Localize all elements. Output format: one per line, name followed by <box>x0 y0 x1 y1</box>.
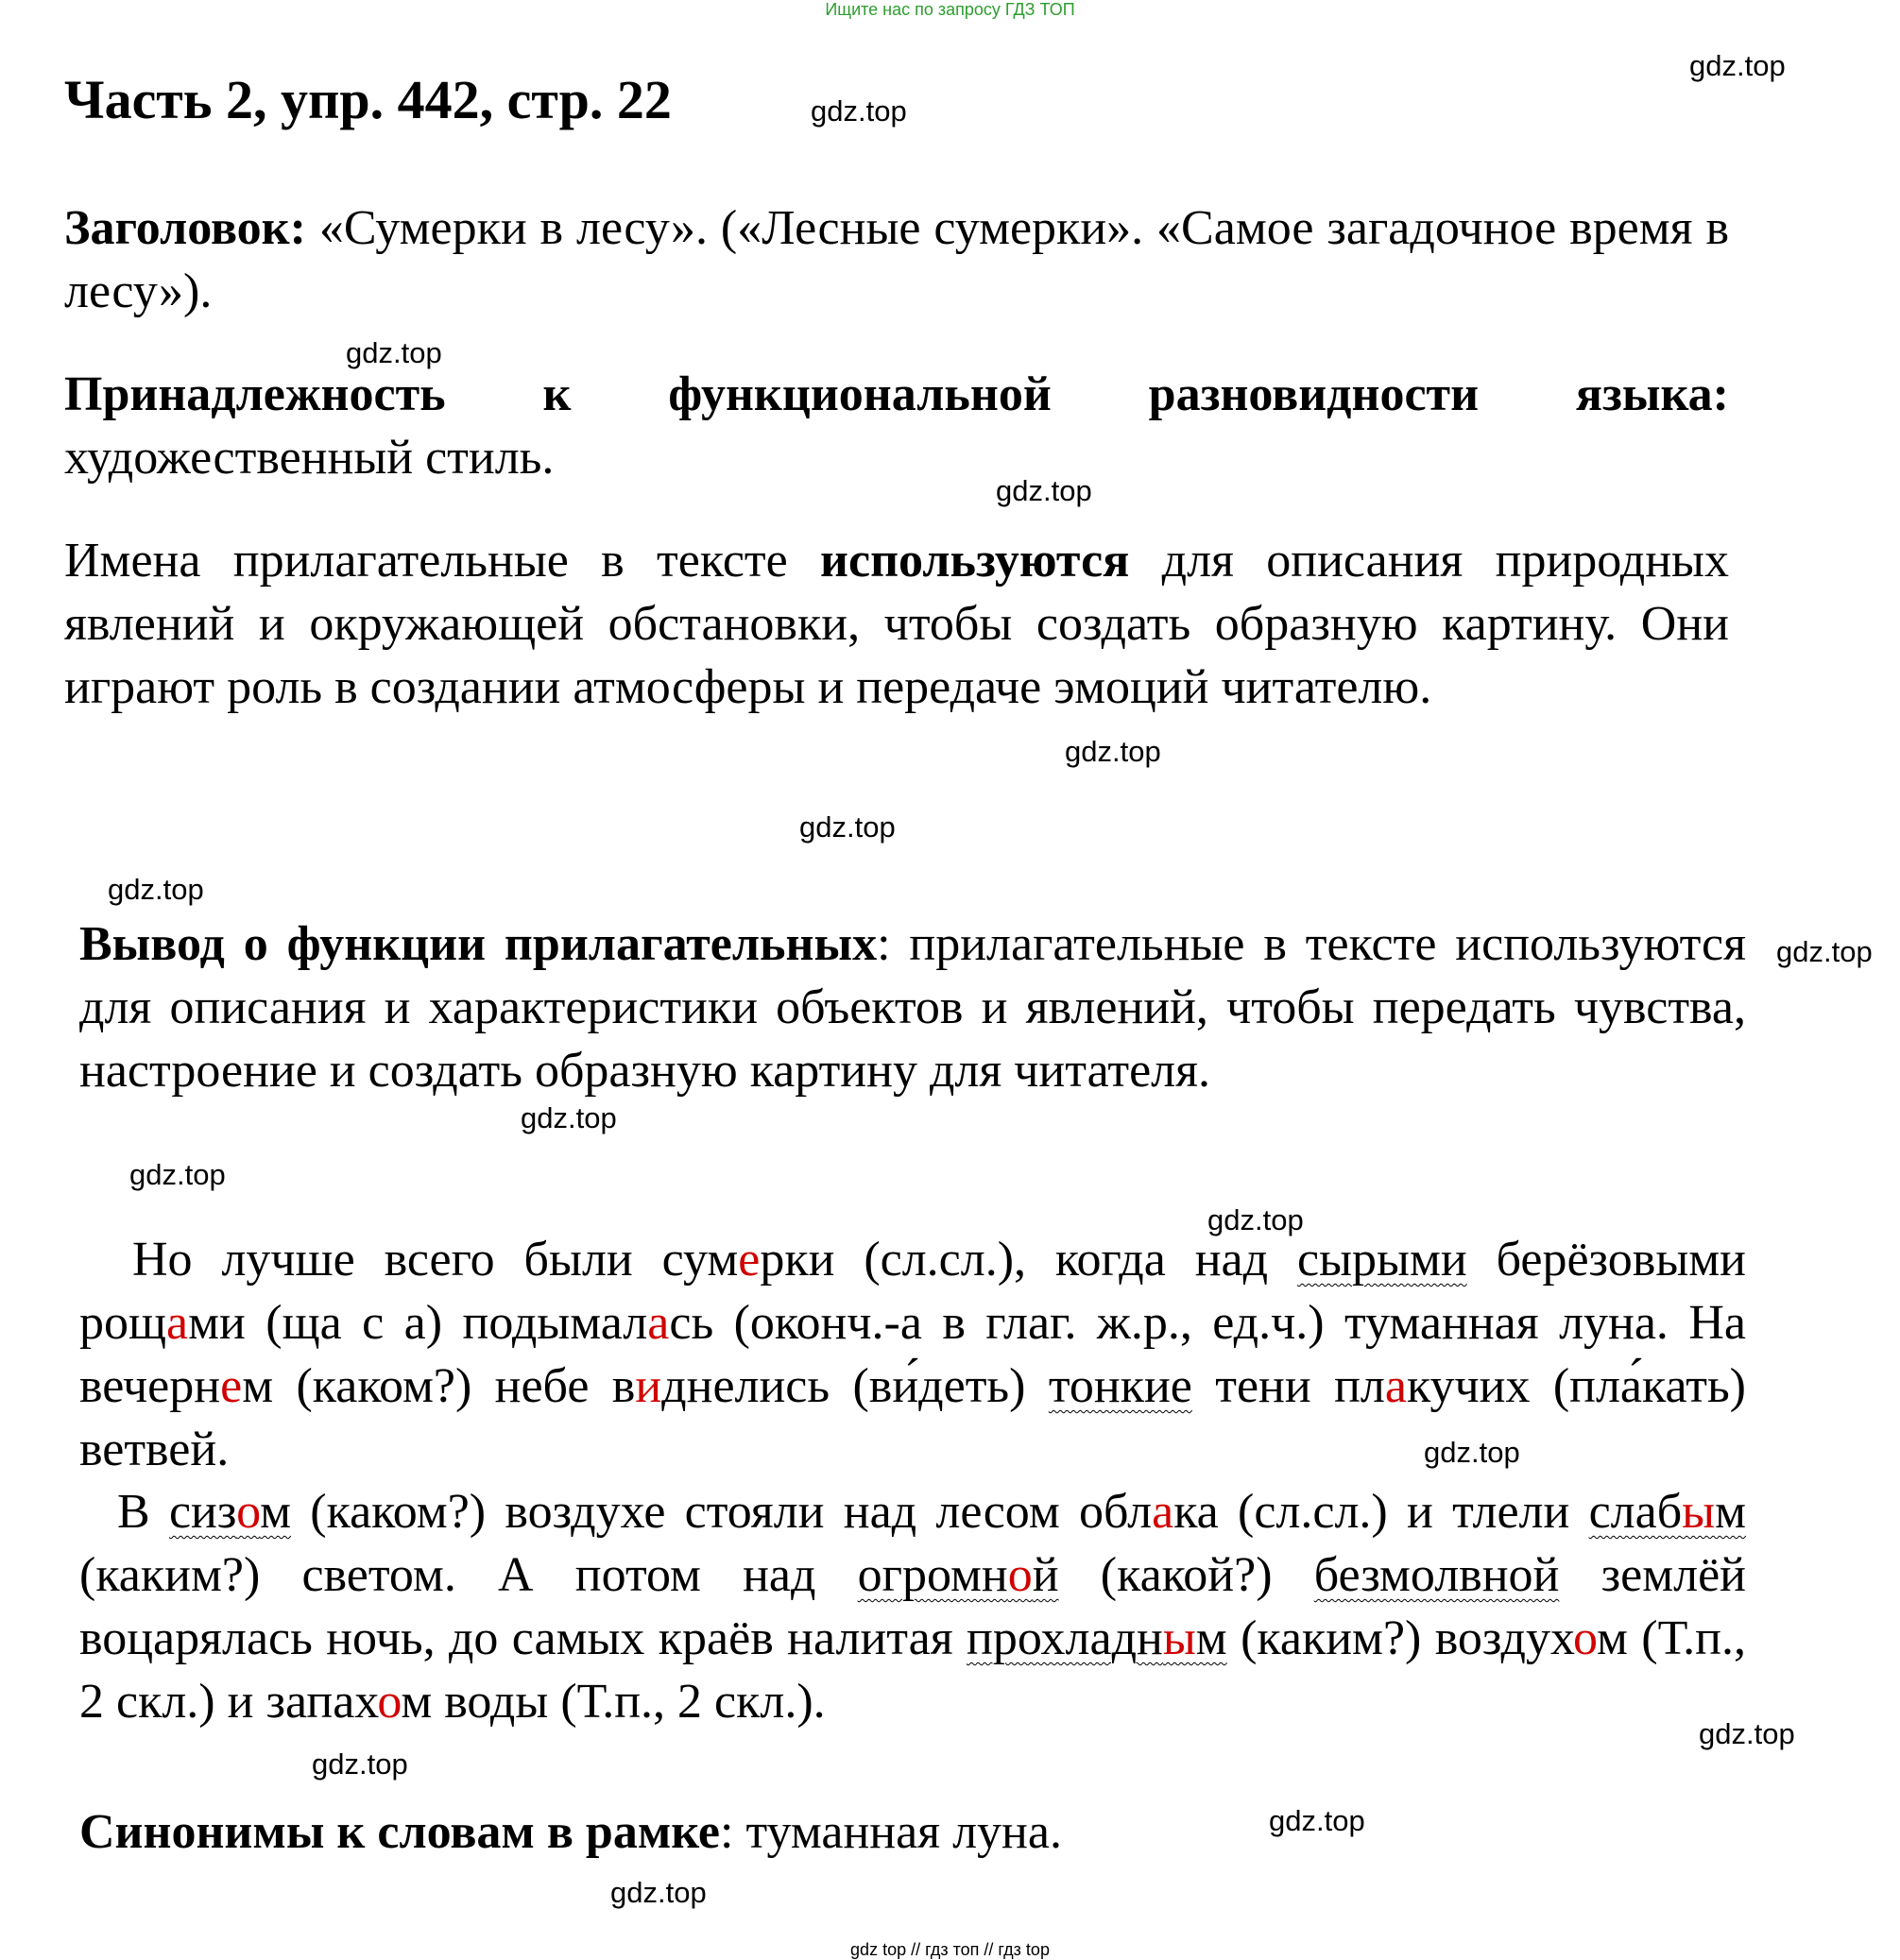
adjectives-text-2: для описания природных явлений и окружающей обстановки, чтобы создать образную картину. Они играют роль в создании атмосферы и передаче эмоций читателю. <box>64 534 1729 714</box>
text-run: м <box>1715 1485 1746 1539</box>
text-run: рки (сл.сл.), когда над <box>760 1233 1297 1287</box>
watermark: gdz.top <box>1776 935 1873 968</box>
text-run: В <box>117 1485 169 1539</box>
text-run: м воды (Т.п., 2 скл.). <box>401 1675 826 1729</box>
text-run: берёзовыми рощ <box>79 1233 1746 1350</box>
synonyms-label: Синонимы к словам в рамке <box>79 1805 721 1859</box>
underlined-adjective <box>967 1611 1227 1665</box>
watermark: gdz.top <box>312 1747 408 1781</box>
style-paragraph <box>64 363 1729 489</box>
analysis-paragraph-2 <box>79 1480 1746 1733</box>
highlighted-letter: а <box>166 1296 189 1350</box>
watermark: gdz.top <box>799 810 896 844</box>
text-run: Но лучше всего были сум <box>132 1233 739 1287</box>
text-run: й <box>1032 1548 1059 1602</box>
conclusion-text: : прилагательные в тексте используются для описания и характеристики объектов и явлений, чтобы передать чувства, настроение и создать образную картину для читателя. <box>79 917 1746 1098</box>
text-run: м <box>260 1485 292 1539</box>
watermark: gdz.top <box>811 94 907 128</box>
highlighted-letter: а <box>1152 1485 1174 1539</box>
watermark: gdz.top <box>108 873 204 906</box>
style-label: Принадлежность к функциональной разновидности языка: <box>64 367 1729 421</box>
watermark: gdz.top <box>1065 735 1161 768</box>
highlighted-letter: о <box>236 1485 261 1539</box>
highlighted-letter: е <box>220 1359 243 1413</box>
top-banner: Ищите нас по запросу ГДЗ ТОП <box>825 0 1075 19</box>
underlined-adjective: сырыми <box>1297 1233 1467 1287</box>
text-run: днелись (ви́деть) <box>661 1359 1049 1413</box>
text-run: (каком?) воздухе стояли над лесом обл <box>291 1485 1153 1539</box>
adjectives-bold: используются <box>820 534 1130 588</box>
text-run: ка (сл.сл.) и тлели <box>1173 1485 1589 1539</box>
highlighted-letter: а <box>1384 1359 1407 1413</box>
highlighted-letter: о <box>1007 1548 1033 1602</box>
text-run: (какой?) <box>1058 1548 1314 1602</box>
underlined-adjective: тонкие <box>1048 1359 1192 1413</box>
highlighted-letter: ы <box>1162 1611 1196 1665</box>
text-run: м <box>1195 1611 1227 1665</box>
watermark: gdz.top <box>129 1158 226 1191</box>
text-run: сиз <box>168 1485 237 1539</box>
style-text: художественный стиль. <box>64 431 555 485</box>
text-run: огромн <box>857 1548 1008 1602</box>
text-run: землёй воцарялась ночь, до самых краёв налитая <box>79 1548 1746 1665</box>
highlighted-letter: е <box>738 1233 761 1287</box>
text-run: ми (ща с а) подымал <box>188 1296 648 1350</box>
watermark: gdz.top <box>1269 1804 1365 1837</box>
highlighted-letter: ы <box>1682 1485 1716 1539</box>
watermark: gdz.top <box>996 474 1092 507</box>
text-run: прохладн <box>967 1611 1163 1665</box>
underlined-adjective <box>858 1548 1059 1602</box>
underlined-adjective <box>1589 1485 1746 1539</box>
heading-paragraph <box>64 196 1729 323</box>
page-title: Часть 2, упр. 442, стр. 22 <box>64 69 672 130</box>
text-run: (каким?) воздух <box>1226 1611 1573 1665</box>
highlighted-letter: о <box>1573 1611 1598 1665</box>
synonyms-paragraph <box>79 1800 1746 1864</box>
heading-label: Заголовок: <box>64 201 306 255</box>
watermark: gdz.top <box>521 1101 617 1134</box>
watermark: gdz.top <box>610 1876 707 1909</box>
text-run: кучих (пла́кать) ветвей. <box>79 1359 1746 1476</box>
highlighted-letter: а <box>647 1296 670 1350</box>
text-run: м (Т.п., 2 скл.) и запах <box>79 1611 1746 1729</box>
highlighted-letter: и <box>635 1359 662 1413</box>
watermark: gdz.top <box>346 336 442 369</box>
underlined-adjective: безмолвной <box>1313 1548 1560 1602</box>
text-run: сь (оконч.-а в глаг. ж.р., ед.ч.) туманная луна. На вечерн <box>79 1296 1746 1413</box>
conclusion-paragraph <box>79 912 1746 1102</box>
watermark: gdz.top <box>1424 1436 1520 1469</box>
highlighted-letter: о <box>377 1675 402 1729</box>
underlined-adjective <box>169 1485 291 1539</box>
watermark: gdz.top <box>1689 49 1786 82</box>
adjectives-paragraph <box>64 529 1729 719</box>
text-run: м (каком?) небе в <box>242 1359 636 1413</box>
watermark: gdz.top <box>1699 1717 1795 1750</box>
text-run: слаб <box>1588 1485 1683 1539</box>
adjectives-text-1: Имена прилагательные в тексте <box>64 534 788 588</box>
text-run: (каким?) светом. А потом над <box>79 1548 858 1602</box>
text-run: тени пл <box>1191 1359 1385 1413</box>
watermark: gdz.top <box>1207 1203 1304 1236</box>
conclusion-label: Вывод о функции прилагательных <box>79 917 878 971</box>
heading-text: «Сумерки в лесу». («Лесные сумерки». «Самое загадочное время в лесу»). <box>64 201 1729 318</box>
footer-banner: gdz top // гдз топ // гдз top <box>850 1940 1050 1959</box>
synonyms-text: : туманная луна. <box>720 1805 1062 1859</box>
